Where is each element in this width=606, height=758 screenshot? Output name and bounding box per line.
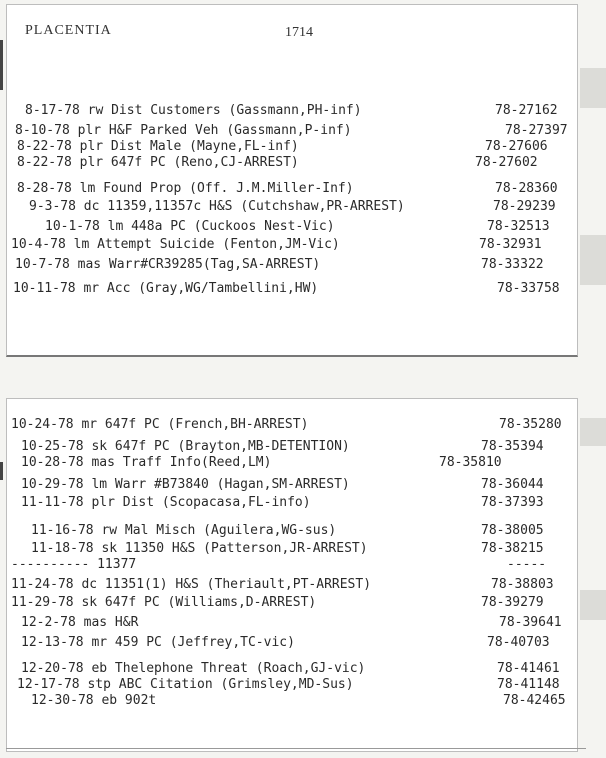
case-number: 78-27397 [505, 123, 568, 138]
entry-text: 9-3-78 dc 11359,11357c H&S (Cutchshaw,PR-ARREST) [29, 199, 405, 214]
log-entry [7, 181, 577, 199]
case-number: 78-27162 [495, 103, 558, 118]
log-entry [7, 577, 577, 595]
case-number: 78-39279 [481, 595, 544, 610]
entry-text: 12-13-78 mr 459 PC (Jeffrey,TC-vic) [21, 635, 295, 650]
entry-text: ---------- 11377 [11, 557, 137, 572]
entry-text: 10-7-78 mas Warr#CR39285(Tag,SA-ARREST) [15, 257, 321, 272]
case-number: 78-42465 [503, 693, 566, 708]
entry-text: 12-17-78 stp ABC Citation (Grimsley,MD-Sus) [17, 677, 354, 692]
margin-mark [0, 462, 3, 480]
log-entry [7, 257, 577, 275]
page-edge-scrap [580, 590, 606, 620]
index-card-top [6, 4, 578, 357]
page-edge-scrap [580, 418, 606, 446]
log-entry [7, 281, 577, 299]
case-number: 78-33758 [497, 281, 560, 296]
log-entry [7, 523, 577, 541]
log-entry [7, 219, 577, 237]
log-entry [7, 155, 577, 173]
case-number: 78-41148 [497, 677, 560, 692]
log-entry [7, 557, 577, 575]
entry-text: 8-28-78 lm Found Prop (Off. J.M.Miller-Inf) [17, 181, 354, 196]
case-number: 78-27606 [485, 139, 548, 154]
case-number: 78-27602 [475, 155, 538, 170]
entry-text: 8-17-78 rw Dist Customers (Gassmann,PH-inf) [25, 103, 362, 118]
case-number: 78-32513 [487, 219, 550, 234]
log-entry [7, 693, 577, 711]
entry-text: 10-24-78 mr 647f PC (French,BH-ARREST) [11, 417, 309, 432]
case-number: 78-39641 [499, 615, 562, 630]
log-entry [7, 237, 577, 255]
log-entry [7, 477, 577, 495]
case-number: 78-41461 [497, 661, 560, 676]
case-number: 78-40703 [487, 635, 550, 650]
entry-text: 8-22-78 plr 647f PC (Reno,CJ-ARREST) [17, 155, 299, 170]
entry-text: 10-29-78 lm Warr #B73840 (Hagan,SM-ARREST) [21, 477, 350, 492]
entry-text: 10-4-78 lm Attempt Suicide (Fenton,JM-Vic) [11, 237, 340, 252]
index-card-bottom [6, 398, 578, 752]
entry-text: 8-22-78 plr Dist Male (Mayne,FL-inf) [17, 139, 299, 154]
entry-text: 10-28-78 mas Traff Info(Reed,LM) [21, 455, 272, 470]
page-edge-scrap [580, 68, 606, 108]
entry-text: 12-2-78 mas H&R [21, 615, 139, 630]
entry-text: 10-1-78 lm 448a PC (Cuckoos Nest-Vic) [45, 219, 335, 234]
log-entry [7, 595, 577, 613]
entry-text: 11-24-78 dc 11351(1) H&S (Theriault,PT-ARREST) [11, 577, 372, 592]
card-page-number: 1714 [285, 25, 313, 40]
bottom-rule [6, 748, 586, 749]
card-title: PLACENTIA [25, 23, 112, 38]
log-entry [7, 103, 577, 121]
case-number: 78-36044 [481, 477, 544, 492]
entry-text: 11-18-78 sk 11350 H&S (Patterson,JR-ARREST) [31, 541, 368, 556]
case-number: 78-38005 [481, 523, 544, 538]
case-number: 78-28360 [495, 181, 558, 196]
entry-text: 12-20-78 eb Thelephone Threat (Roach,GJ-vic) [21, 661, 366, 676]
case-number: 78-35394 [481, 439, 544, 454]
entry-text: 11-11-78 plr Dist (Scopacasa,FL-info) [21, 495, 311, 510]
log-entry [7, 495, 577, 513]
log-entry [7, 417, 577, 435]
case-number: 78-33322 [481, 257, 544, 272]
entry-text: 10-25-78 sk 647f PC (Brayton,MB-DETENTION) [21, 439, 350, 454]
case-number: 78-38803 [491, 577, 554, 592]
page-edge-scrap [580, 235, 606, 285]
entry-text: 12-30-78 eb 902t [31, 693, 157, 708]
entry-text: 11-16-78 rw Mal Misch (Aguilera,WG-sus) [31, 523, 337, 538]
entry-text: 11-29-78 sk 647f PC (Williams,D-ARREST) [11, 595, 317, 610]
case-number: ----- [507, 557, 547, 572]
log-entry [7, 615, 577, 633]
case-number: 78-38215 [481, 541, 544, 556]
entry-text: 8-10-78 plr H&F Parked Veh (Gassmann,P-inf) [15, 123, 352, 138]
log-entry [7, 635, 577, 653]
margin-mark [0, 40, 3, 90]
entry-text: 10-11-78 mr Acc (Gray,WG/Tambellini,HW) [13, 281, 319, 296]
case-number: 78-32931 [479, 237, 542, 252]
log-entry [7, 455, 577, 473]
log-entry [7, 199, 577, 217]
case-number: 78-35810 [439, 455, 502, 470]
case-number: 78-35280 [499, 417, 562, 432]
case-number: 78-29239 [493, 199, 556, 214]
case-number: 78-37393 [481, 495, 544, 510]
